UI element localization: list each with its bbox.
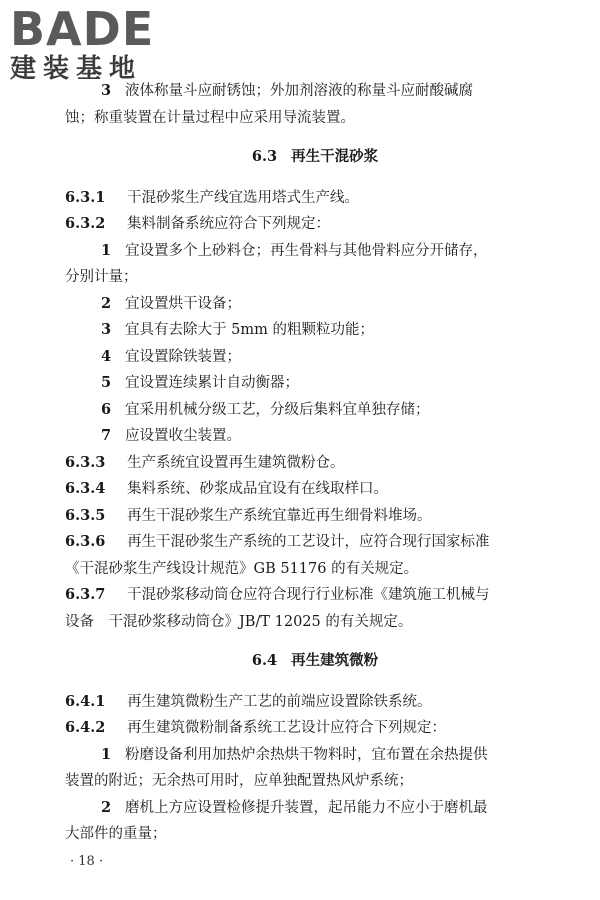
- item-number: 7: [101, 427, 112, 444]
- item-text: 宜设置烘干设备；: [125, 295, 241, 312]
- clause-6-3-2: [65, 211, 565, 238]
- clause-6-3-5: [65, 503, 565, 530]
- clause-text: 生产系统宜设置再生建筑微粉仓。: [127, 454, 345, 471]
- clause-number: 6.3.5: [65, 506, 106, 524]
- item-continuation-text: 大部件的重量；: [65, 826, 167, 842]
- item-text: 宜设置多个上砂料仓；再生骨料与其他骨料应分开储存，: [125, 242, 488, 259]
- item-continuation-text: 装置的附近；无余热可用时，应单独配置热风炉系统；: [65, 773, 413, 789]
- item-text: 应设置收尘装置。: [125, 428, 241, 444]
- item-number: 5: [101, 374, 112, 391]
- clause-number: 6.4.2: [65, 719, 106, 736]
- item-continuation: [65, 768, 565, 795]
- document-body: [65, 78, 565, 848]
- item-continuation: [65, 821, 565, 848]
- section-title: 再生建筑微粉: [291, 652, 379, 669]
- section-number: 6.4: [251, 652, 278, 669]
- section-heading-6-4: [65, 648, 565, 675]
- item-number: 2: [101, 294, 112, 312]
- clause-text: 干混砂浆移动筒仓应符合现行行业标准《建筑施工机械与: [127, 587, 490, 603]
- clause-6-3-4: [65, 476, 565, 503]
- clause-text: 再生建筑微粉生产工艺的前端应设置除铁系统。: [127, 693, 432, 710]
- clause-6-3-3: [65, 450, 565, 477]
- item-text: 粉磨设备利用加热炉余热烘干物料时，宜布置在余热提供: [125, 746, 488, 763]
- clause-6-4-2: [65, 715, 565, 742]
- item-text: 宜采用机械分级工艺，分级后集料宜单独存储；: [125, 401, 430, 418]
- item-number: 3: [101, 82, 112, 99]
- item-number: 4: [101, 347, 112, 365]
- item-text: 宜设置除铁装置；: [125, 348, 241, 365]
- clause-number: 6.3.6: [65, 533, 106, 550]
- list-item: [65, 397, 565, 424]
- clause-number: 6.3.1: [65, 188, 106, 206]
- clause-text: 集料制备系统应符合下列规定：: [127, 216, 330, 232]
- list-item: [65, 291, 565, 318]
- clause-number: 6.3.3: [65, 453, 106, 471]
- section-title: 再生干混砂浆: [291, 148, 379, 165]
- list-item: [65, 423, 565, 450]
- clause-text: 再生干混砂浆生产系统的工艺设计，应符合现行国家标准: [127, 534, 490, 550]
- clause-6-3-6: [65, 529, 565, 556]
- page-number: · 18 ·: [70, 854, 104, 869]
- item-text: 宜设置连续累计自动衡器；: [125, 375, 299, 391]
- item-text: 宜具有去除大于 5mm 的粗颗粒功能；: [125, 322, 374, 338]
- list-item: [65, 344, 565, 371]
- item-continuation: [65, 264, 565, 291]
- item-number: 3: [101, 321, 112, 338]
- clause-number: 6.3.2: [65, 215, 106, 232]
- clause-text: 再生干混砂浆生产系统宜靠近再生细骨料堆场。: [127, 507, 432, 524]
- item-continuation-text: 蚀；称重装置在计量过程中应采用导流装置。: [65, 109, 355, 126]
- clause-number: 6.3.4: [65, 480, 106, 497]
- item-continuation-text: 分别计量；: [65, 269, 138, 285]
- clause-6-3-1: [65, 185, 565, 212]
- clause-text: 干混砂浆生产线宜选用塔式生产线。: [127, 189, 359, 206]
- clause-number: 6.4.1: [65, 692, 106, 710]
- clause-continuation: [65, 556, 565, 583]
- item-text: 磨机上方应设置检修提升装置，起吊能力不应小于磨机最: [125, 799, 488, 816]
- logo-subtitle: 建装基地: [10, 54, 143, 84]
- clause-continuation: [65, 609, 565, 636]
- item-number: 6: [101, 400, 112, 418]
- clause-text: 再生建筑微粉制备系统工艺设计应符合下列规定：: [127, 720, 446, 736]
- list-item: [65, 78, 565, 105]
- list-item: [65, 795, 565, 822]
- list-item: [65, 742, 565, 769]
- list-item: [65, 238, 565, 265]
- clause-number: 6.3.7: [65, 586, 106, 603]
- list-item: [65, 370, 565, 397]
- section-number: 6.3: [251, 148, 278, 165]
- clause-continuation-text: 设备 干混砂浆移动筒仓》JB/T 12025 的有关规定。: [65, 613, 413, 630]
- item-text: 液体称量斗应耐锈蚀；外加剂溶液的称量斗应耐酸碱腐: [125, 83, 473, 99]
- clause-6-3-7: [65, 582, 565, 609]
- clause-text: 集料系统、砂浆成品宜设有在线取样口。: [127, 481, 388, 497]
- clause-6-4-1: [65, 689, 565, 716]
- section-heading-6-3: [65, 144, 565, 171]
- logo-mark: BADE: [10, 2, 155, 56]
- clause-continuation-text: 《干混砂浆生产线设计规范》GB 51176 的有关规定。: [65, 560, 419, 577]
- item-number: 1: [101, 241, 112, 259]
- item-number: 1: [101, 745, 112, 763]
- item-continuation: [65, 105, 565, 132]
- item-number: 2: [101, 798, 112, 816]
- list-item: [65, 317, 565, 344]
- logo: [10, 2, 180, 86]
